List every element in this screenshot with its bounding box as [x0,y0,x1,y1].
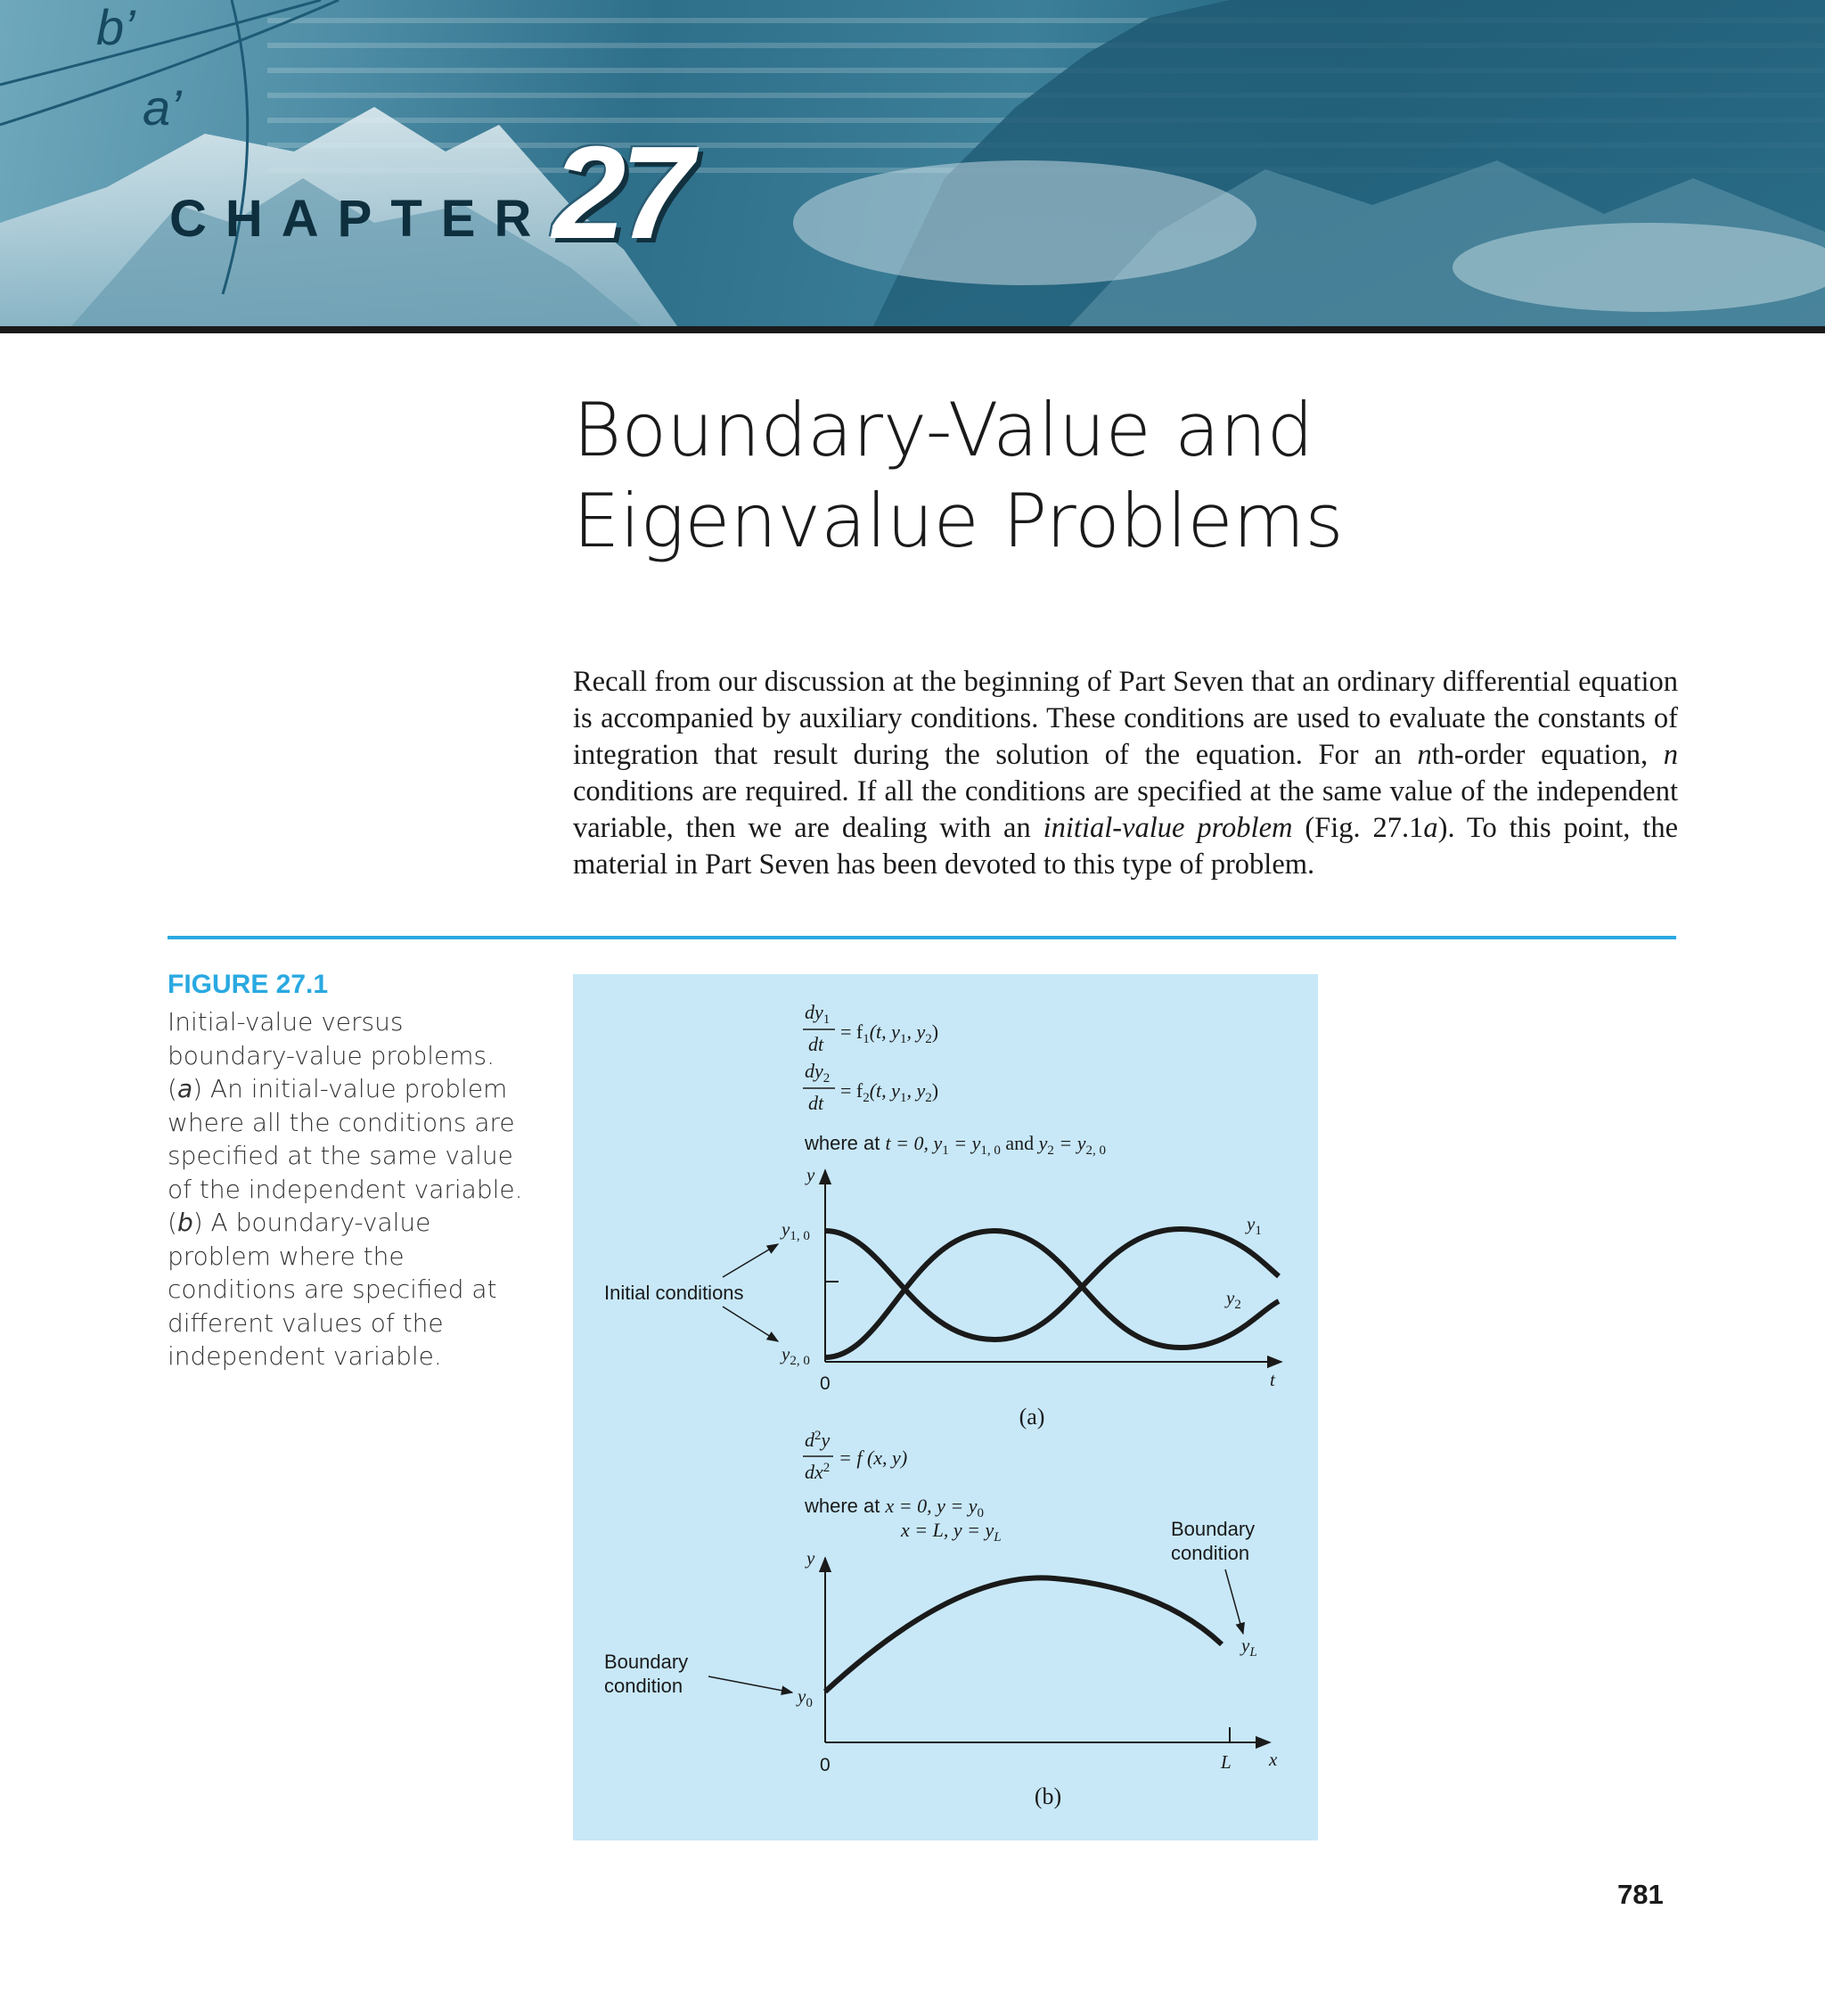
eq2-denominator: dt [808,1092,824,1114]
intro-text-4: (Fig. 27.1 [1292,812,1424,844]
chapter-banner [0,0,1825,326]
eq2-rhs: = $f_2(t$, $y_1$, $y_2$) [840,1079,939,1105]
panel-b-origin: 0 [820,1755,831,1775]
panel-a-caption: (a) [1019,1404,1045,1430]
label-y0: $y_0$ [798,1685,813,1710]
boundary-left-line1: Boundary [604,1651,689,1673]
intro-fig-a: a [1423,812,1438,844]
arrow-boundary-left [708,1676,792,1692]
banner-rule [0,326,1825,333]
panel-a-t-label: t [1270,1369,1275,1390]
caption-text-1: Initial-value versus boundary-value problems. ( [168,1007,495,1103]
panel-b-L-label: L [1221,1751,1232,1773]
label-y20: $y_{2, 0}$ [782,1343,810,1368]
panel-b-x-label: x [1269,1749,1278,1770]
figure-label: FIGURE 27.1 [168,970,329,999]
where-b-line2: x = L, $y = y_L$ [901,1519,1002,1545]
eq1-denominator: dt [808,1033,824,1055]
where-b-line1: where at x = 0, $y = y_0$ [805,1495,984,1520]
label-yL: $y_L$ [1241,1635,1257,1660]
intro-n-1: n [1417,739,1432,771]
banner-letter-b: b’ [96,0,135,55]
where-a: where at t = 0, $y_1 = y_{1, 0}$ and $y_2 = y_{2, 0}$ [805,1132,1107,1158]
panel-b-caption: (b) [1034,1783,1062,1809]
chapter-title-line1: Boundary-Value and [573,387,1314,473]
chapter-title [573,385,1642,567]
arrow-initial-upper [723,1244,778,1277]
initial-conditions-label: Initial conditions [604,1282,744,1304]
arrow-initial-lower [723,1307,778,1341]
figure-caption [168,1005,533,1373]
chapter-label: CHAPTER [169,190,551,248]
section-rule [168,936,1676,939]
arrow-boundary-right [1225,1569,1243,1634]
curve-b [825,1578,1222,1692]
caption-text-2: ) An initial-value problem where all the conditions are specified at the same value of the independent variable. ( [168,1074,523,1237]
label-curve-y2: $y_2$ [1226,1287,1241,1312]
intro-paragraph [573,664,1678,883]
eq1-numerator: $dy_1$ [805,1001,831,1027]
banner-letter-a: a’ [143,79,182,135]
banner-landscape [0,0,1825,326]
chapter-title-line2: Eigenvalue Problems [573,478,1344,564]
curve-y2 [825,1231,1279,1357]
caption-b: b [176,1208,193,1237]
label-y10: $y_{1, 0}$ [782,1218,810,1243]
eq2-numerator: $dy_2$ [805,1060,831,1086]
figure-diagram [573,974,1318,1840]
caption-a: a [176,1074,193,1103]
boundary-right-line2: condition [1171,1542,1250,1564]
boundary-left-line2: condition [604,1675,683,1697]
curve-y1 [825,1229,1279,1340]
intro-text-2: th-order equation, [1431,739,1664,771]
boundary-right-line1: Boundary [1171,1518,1256,1540]
panel-b-y-label: y [806,1547,815,1569]
panel-a-origin: 0 [820,1373,831,1394]
eq-b-denominator: $dx^2$ [805,1461,831,1483]
intro-text-5: ). To this point, the material in Part Seven has been devoted to this type of problem. [573,812,1678,881]
page-number: 781 [1617,1879,1664,1910]
eq-b-rhs: = f (x, y) [839,1446,908,1469]
eq-b-numerator: $d^2y$ [805,1429,831,1451]
intro-text-1: Recall from our discussion at the beginning of Part Seven that an ordinary differential equation is accompanied by auxiliary conditions. These conditions are used to evaluate the constants of integration that result during the solution of the equation. For an [573,666,1678,771]
intro-emphasis: initial-value problem [1043,812,1293,844]
label-curve-y1: $y_1$ [1247,1213,1262,1238]
chapter-number: 27 [552,119,689,266]
intro-text-3: conditions are required. If all the conditions are specified at the same value of the independent variable, then we are dealing with an [573,775,1678,844]
panel-a-y-label: y [806,1164,815,1185]
eq1-rhs: = $f_1(t$, $y_1$, $y_2$) [840,1020,939,1046]
caption-text-3: ) A boundary-value problem where the conditions are specified at different values of the independent variable. [168,1208,497,1371]
intro-n-2: n [1663,739,1678,771]
figure-panel [573,974,1318,1840]
